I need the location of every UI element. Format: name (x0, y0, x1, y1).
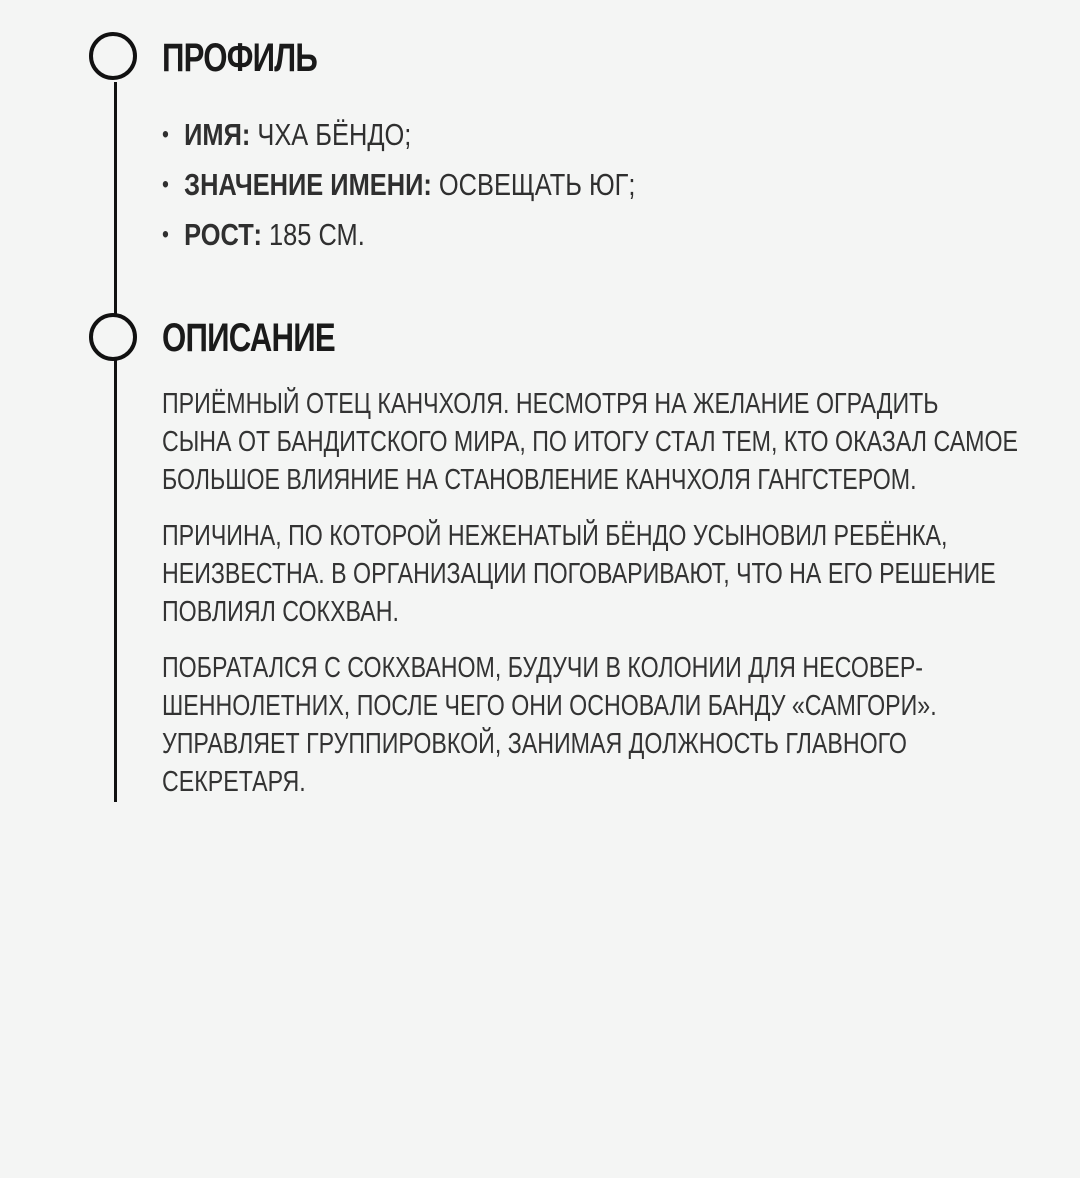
description-heading: ОПИСАНИЕ (162, 316, 335, 360)
description-paragraph-3 (162, 649, 970, 801)
description-paragraph-1 (162, 385, 1019, 499)
profile-item-name-meaning (162, 160, 635, 210)
profile-item-value: 185 СМ. (261, 217, 365, 252)
profile-item-value: ЧХА БЁНДО; (250, 117, 412, 152)
paragraph-line: НЕИЗВЕСТНА. В ОРГАНИЗАЦИИ ПОГОВАРИВАЮТ, ЧТО НА ЕГО РЕШЕНИЕ (162, 558, 996, 590)
profile-item-key: РОСТ: (184, 217, 262, 252)
profile-list (162, 110, 739, 260)
paragraph-line: ПОБРАТАЛСЯ С СОКХВАНОМ, БУДУЧИ В КОЛОНИИ ДЛЯ НЕСОВЕР- (162, 652, 924, 684)
bullet-icon: • (162, 171, 169, 198)
paragraph-line: СЫНА ОТ БАНДИТСКОГО МИРА, ПО ИТОГУ СТАЛ ТЕМ, КТО ОКАЗАЛ САМОЕ (162, 426, 1019, 458)
profile-item-value: ОСВЕЩАТЬ ЮГ; (431, 167, 636, 202)
profile-item-key: ЗНАЧЕНИЕ ИМЕНИ: (184, 167, 432, 202)
profile-item-height (162, 210, 635, 260)
profile-item-name (162, 110, 635, 160)
timeline-line (114, 82, 117, 802)
paragraph-line: СЕКРЕТАРЯ. (162, 766, 306, 798)
profile-heading: ПРОФИЛЬ (162, 36, 318, 80)
bullet-icon: • (162, 221, 169, 248)
paragraph-line: ПОВЛИЯЛ СОКХВАН. (162, 596, 399, 628)
profile-item-key: ИМЯ: (184, 117, 251, 152)
paragraph-line: ПРИЧИНА, ПО КОТОРОЙ НЕЖЕНАТЫЙ БЁНДО УСЫНОВИЛ РЕБЁНКА, (162, 520, 948, 552)
timeline-node-description-icon (89, 313, 137, 361)
paragraph-line: БОЛЬШОЕ ВЛИЯНИЕ НА СТАНОВЛЕНИЕ КАНЧХОЛЯ ГАНГСТЕРОМ. (162, 464, 917, 496)
description-paragraph-2 (162, 517, 996, 631)
timeline-node-profile-icon (89, 32, 137, 80)
paragraph-line: ПРИЁМНЫЙ ОТЕЦ КАНЧХОЛЯ. НЕСМОТРЯ НА ЖЕЛАНИЕ ОГРАДИТЬ (162, 388, 939, 420)
paragraph-line: ШЕННОЛЕТНИХ, ПОСЛЕ ЧЕГО ОНИ ОСНОВАЛИ БАНДУ «САМГОРИ». (162, 690, 937, 722)
description-body (162, 385, 1019, 819)
bullet-icon: • (162, 121, 169, 148)
paragraph-line: УПРАВЛЯЕТ ГРУППИРОВКОЙ, ЗАНИМАЯ ДОЛЖНОСТЬ ГЛАВНОГО (162, 728, 907, 760)
